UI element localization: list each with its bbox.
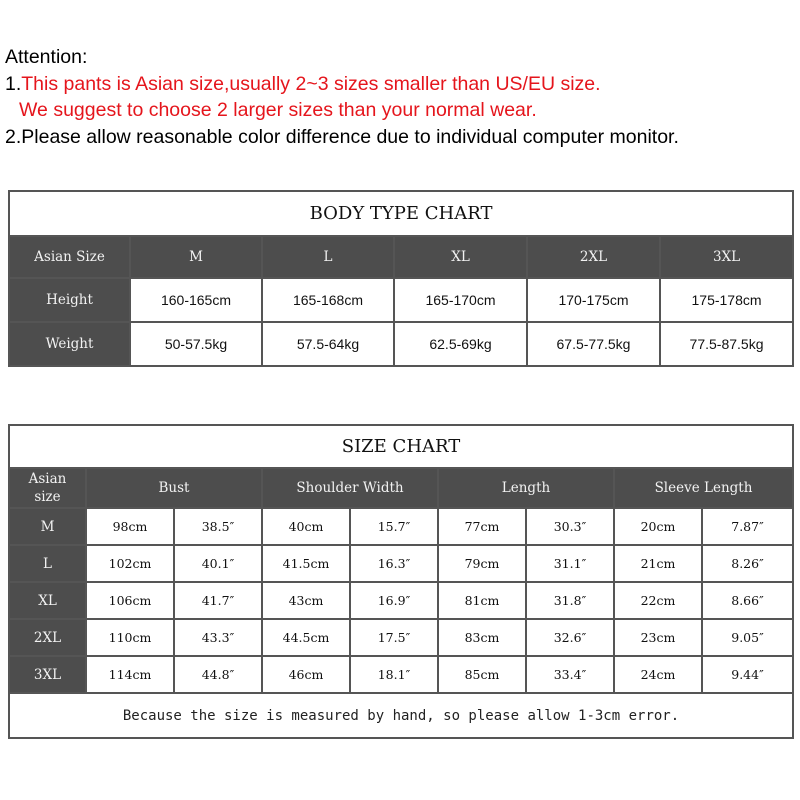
size-header-bust: Bust — [86, 468, 262, 508]
size-cell: 46cm — [262, 656, 350, 693]
size-cell: 8.26″ — [702, 545, 793, 582]
body-header-2xl: 2XL — [527, 236, 660, 278]
size-cell: 23cm — [614, 619, 702, 656]
size-row-label: 2XL — [9, 619, 86, 656]
notice-line-1b: We suggest to choose 2 larger sizes than your normal wear. — [19, 99, 537, 121]
size-row-label: M — [9, 508, 86, 545]
size-cell: 16.9″ — [350, 582, 438, 619]
size-cell: 32.6″ — [526, 619, 614, 656]
size-cell: 9.44″ — [702, 656, 793, 693]
size-cell: 15.7″ — [350, 508, 438, 545]
body-row-label: Height — [9, 278, 130, 322]
size-cell: 43cm — [262, 582, 350, 619]
size-cell: 110cm — [86, 619, 174, 656]
body-cell: 50-57.5kg — [130, 322, 262, 366]
size-row-xl — [9, 582, 793, 619]
body-cell: 165-170cm — [394, 278, 527, 322]
size-cell: 98cm — [86, 508, 174, 545]
size-cell: 81cm — [438, 582, 526, 619]
size-header-asian: Asian — [28, 471, 67, 487]
size-cell: 41.5cm — [262, 545, 350, 582]
attention-notice — [5, 44, 800, 150]
notice-line-1-number: 1. — [5, 72, 22, 95]
notice-line-1-text: This pants is Asian size,usually 2~3 sizes smaller than US/EU size. — [21, 72, 601, 95]
size-row-label: 3XL — [9, 656, 86, 693]
size-cell: 106cm — [86, 582, 174, 619]
size-cell: 40.1″ — [174, 545, 262, 582]
size-cell: 8.66″ — [702, 582, 793, 619]
size-row-label: XL — [9, 582, 86, 619]
size-cell: 16.3″ — [350, 545, 438, 582]
size-cell: 43.3″ — [174, 619, 262, 656]
size-cell: 21cm — [614, 545, 702, 582]
body-header-xl: XL — [394, 236, 527, 278]
size-chart-title: SIZE CHART — [9, 425, 793, 468]
size-cell: 30.3″ — [526, 508, 614, 545]
body-header-l: L — [262, 236, 394, 278]
size-cell: 9.05″ — [702, 619, 793, 656]
body-cell: 62.5-69kg — [394, 322, 527, 366]
size-cell: 114cm — [86, 656, 174, 693]
size-header-shoulder-width: Shoulder Width — [262, 468, 438, 508]
body-cell: 165-168cm — [262, 278, 394, 322]
attention-heading: Attention: — [5, 46, 88, 68]
body-header-m: M — [130, 236, 262, 278]
size-cell: 17.5″ — [350, 619, 438, 656]
size-cell: 31.1″ — [526, 545, 614, 582]
body-cell: 77.5-87.5kg — [660, 322, 793, 366]
size-cell: 83cm — [438, 619, 526, 656]
size-row-l — [9, 545, 793, 582]
size-cell: 102cm — [86, 545, 174, 582]
size-cell: 79cm — [438, 545, 526, 582]
body-cell: 170-175cm — [527, 278, 660, 322]
size-cell: 44.8″ — [174, 656, 262, 693]
body-cell: 160-165cm — [130, 278, 262, 322]
body-chart-title: BODY TYPE CHART — [9, 191, 793, 236]
notice-line-2: 2.Please allow reasonable color difference due to individual computer monitor. — [5, 125, 679, 148]
body-cell: 67.5-77.5kg — [527, 322, 660, 366]
size-cell: 18.1″ — [350, 656, 438, 693]
body-header-asian-size: Asian Size — [9, 236, 130, 278]
body-cell: 57.5-64kg — [262, 322, 394, 366]
size-cell: 7.87″ — [702, 508, 793, 545]
size-cell: 31.8″ — [526, 582, 614, 619]
notice-line-1 — [5, 71, 800, 98]
size-cell: 41.7″ — [174, 582, 262, 619]
body-cell: 175-178cm — [660, 278, 793, 322]
size-row-label: L — [9, 545, 86, 582]
size-header-sleeve-length: Sleeve Length — [614, 468, 793, 508]
size-cell: 38.5″ — [174, 508, 262, 545]
size-header-length: Length — [438, 468, 614, 508]
size-cell: 20cm — [614, 508, 702, 545]
size-header-size: size — [34, 489, 61, 505]
size-cell: 44.5cm — [262, 619, 350, 656]
size-row-2xl — [9, 619, 793, 656]
size-header-asian-size — [9, 468, 86, 508]
size-cell: 33.4″ — [526, 656, 614, 693]
body-row-label: Weight — [9, 322, 130, 366]
size-row-m — [9, 508, 793, 545]
size-chart — [8, 424, 794, 739]
size-cell: 24cm — [614, 656, 702, 693]
body-row-weight — [9, 322, 793, 366]
size-cell: 77cm — [438, 508, 526, 545]
size-cell: 85cm — [438, 656, 526, 693]
body-header-3xl: 3XL — [660, 236, 793, 278]
size-row-3xl — [9, 656, 793, 693]
body-row-height — [9, 278, 793, 322]
measurement-note: Because the size is measured by hand, so please allow 1-3cm error. — [9, 693, 793, 738]
size-cell: 22cm — [614, 582, 702, 619]
size-cell: 40cm — [262, 508, 350, 545]
body-type-chart — [8, 190, 794, 367]
